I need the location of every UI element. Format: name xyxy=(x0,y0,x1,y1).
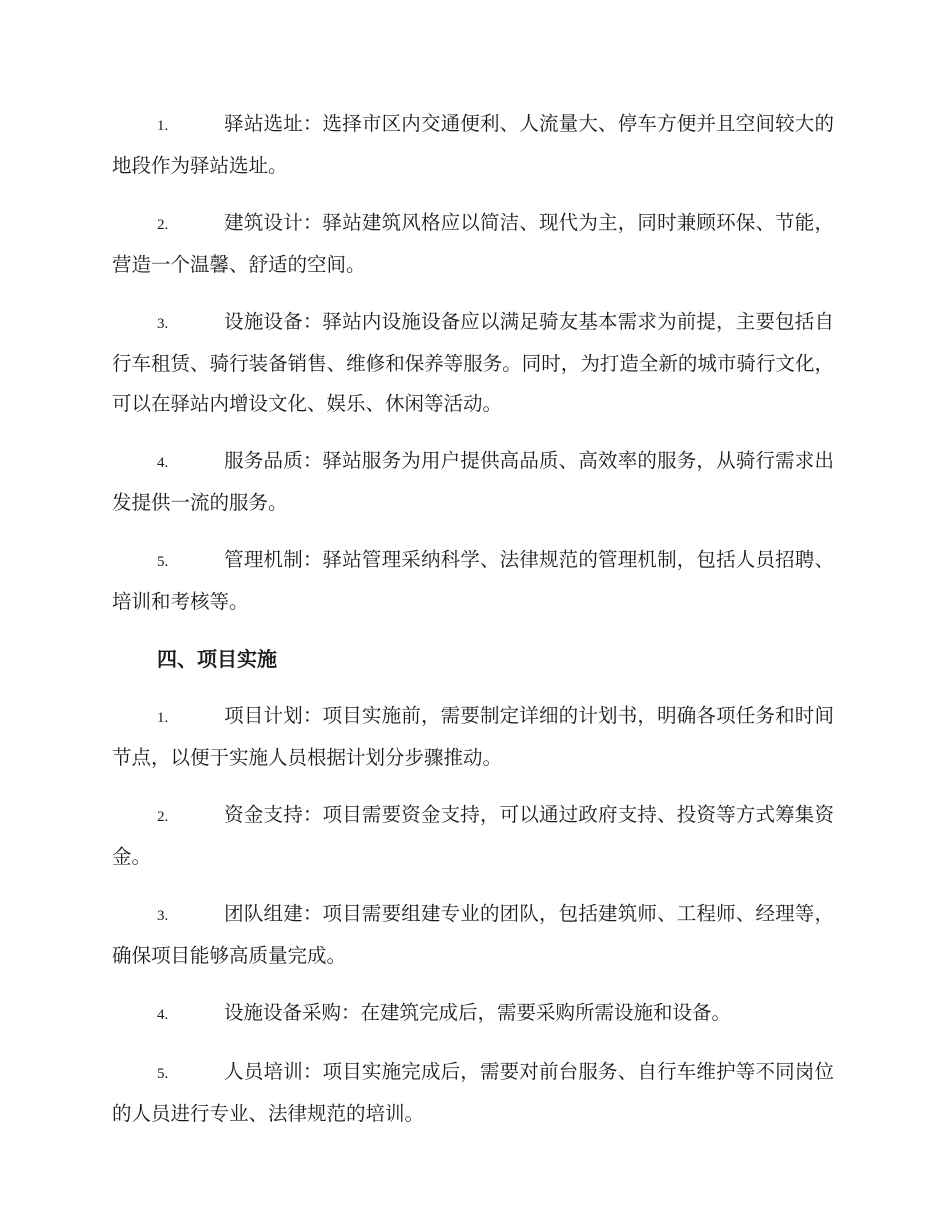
item-text: 设施设备采购：在建筑完成后，需要采购所需设施和设备。 xyxy=(224,1001,732,1024)
item-number: 2. xyxy=(157,217,169,233)
list-item xyxy=(112,1052,834,1134)
section-heading: 四、项目实施 xyxy=(157,647,277,671)
item-text: 资金支持：项目需要资金支持，可以通过政府支持、投资等方式筹集资金。 xyxy=(112,803,834,868)
document-page xyxy=(112,104,834,1151)
item-text: 服务品质：驿站服务为用户提供高品质、高效率的服务，从骑行需求出发提供一流的服务。 xyxy=(112,449,834,514)
item-number: 3. xyxy=(157,908,169,924)
item-number: 4. xyxy=(157,1007,169,1023)
list-item xyxy=(112,795,834,877)
item-text: 人员培训：项目实施完成后，需要对前台服务、自行车维护等不同岗位的人员进行专业、法律规范的培训。 xyxy=(112,1060,834,1125)
item-text: 建筑设计：驿站建筑风格应以简洁、现代为主，同时兼顾环保、节能，营造一个温馨、舒适的空间。 xyxy=(112,211,834,276)
list-item xyxy=(112,441,834,523)
list-item xyxy=(112,894,834,976)
list-item xyxy=(112,540,834,622)
item-number: 4. xyxy=(157,455,169,471)
item-text: 管理机制：驿站管理采纳科学、法律规范的管理机制，包括人员招聘、培训和考核等。 xyxy=(112,548,834,613)
item-number: 1. xyxy=(157,118,169,134)
item-number: 2. xyxy=(157,809,169,825)
item-text: 团队组建：项目需要组建专业的团队，包括建筑师、工程师、经理等，确保项目能够高质量完成。 xyxy=(112,902,834,967)
item-number: 3. xyxy=(157,316,169,332)
item-number: 5. xyxy=(157,1066,169,1082)
list-item xyxy=(112,203,834,285)
item-text: 驿站选址：选择市区内交通便利、人流量大、停车方便并且空间较大的地段作为驿站选址。 xyxy=(112,112,834,177)
item-text: 设施设备：驿站内设施设备应以满足骑友基本需求为前提，主要包括自行车租赁、骑行装备销售、维修和保养等服务。同时，为打造全新的城市骑行文化，可以在驿站内增设文化、娱乐、休闲等活动。 xyxy=(112,310,834,415)
list-item xyxy=(112,696,834,778)
list-item xyxy=(112,302,834,424)
list-item xyxy=(112,104,834,186)
list-item xyxy=(112,993,834,1035)
item-text: 项目计划：项目实施前，需要制定详细的计划书，明确各项任务和时间节点，以便于实施人员根据计划分步骤推动。 xyxy=(112,704,834,769)
item-number: 5. xyxy=(157,554,169,570)
item-number: 1. xyxy=(157,710,169,726)
